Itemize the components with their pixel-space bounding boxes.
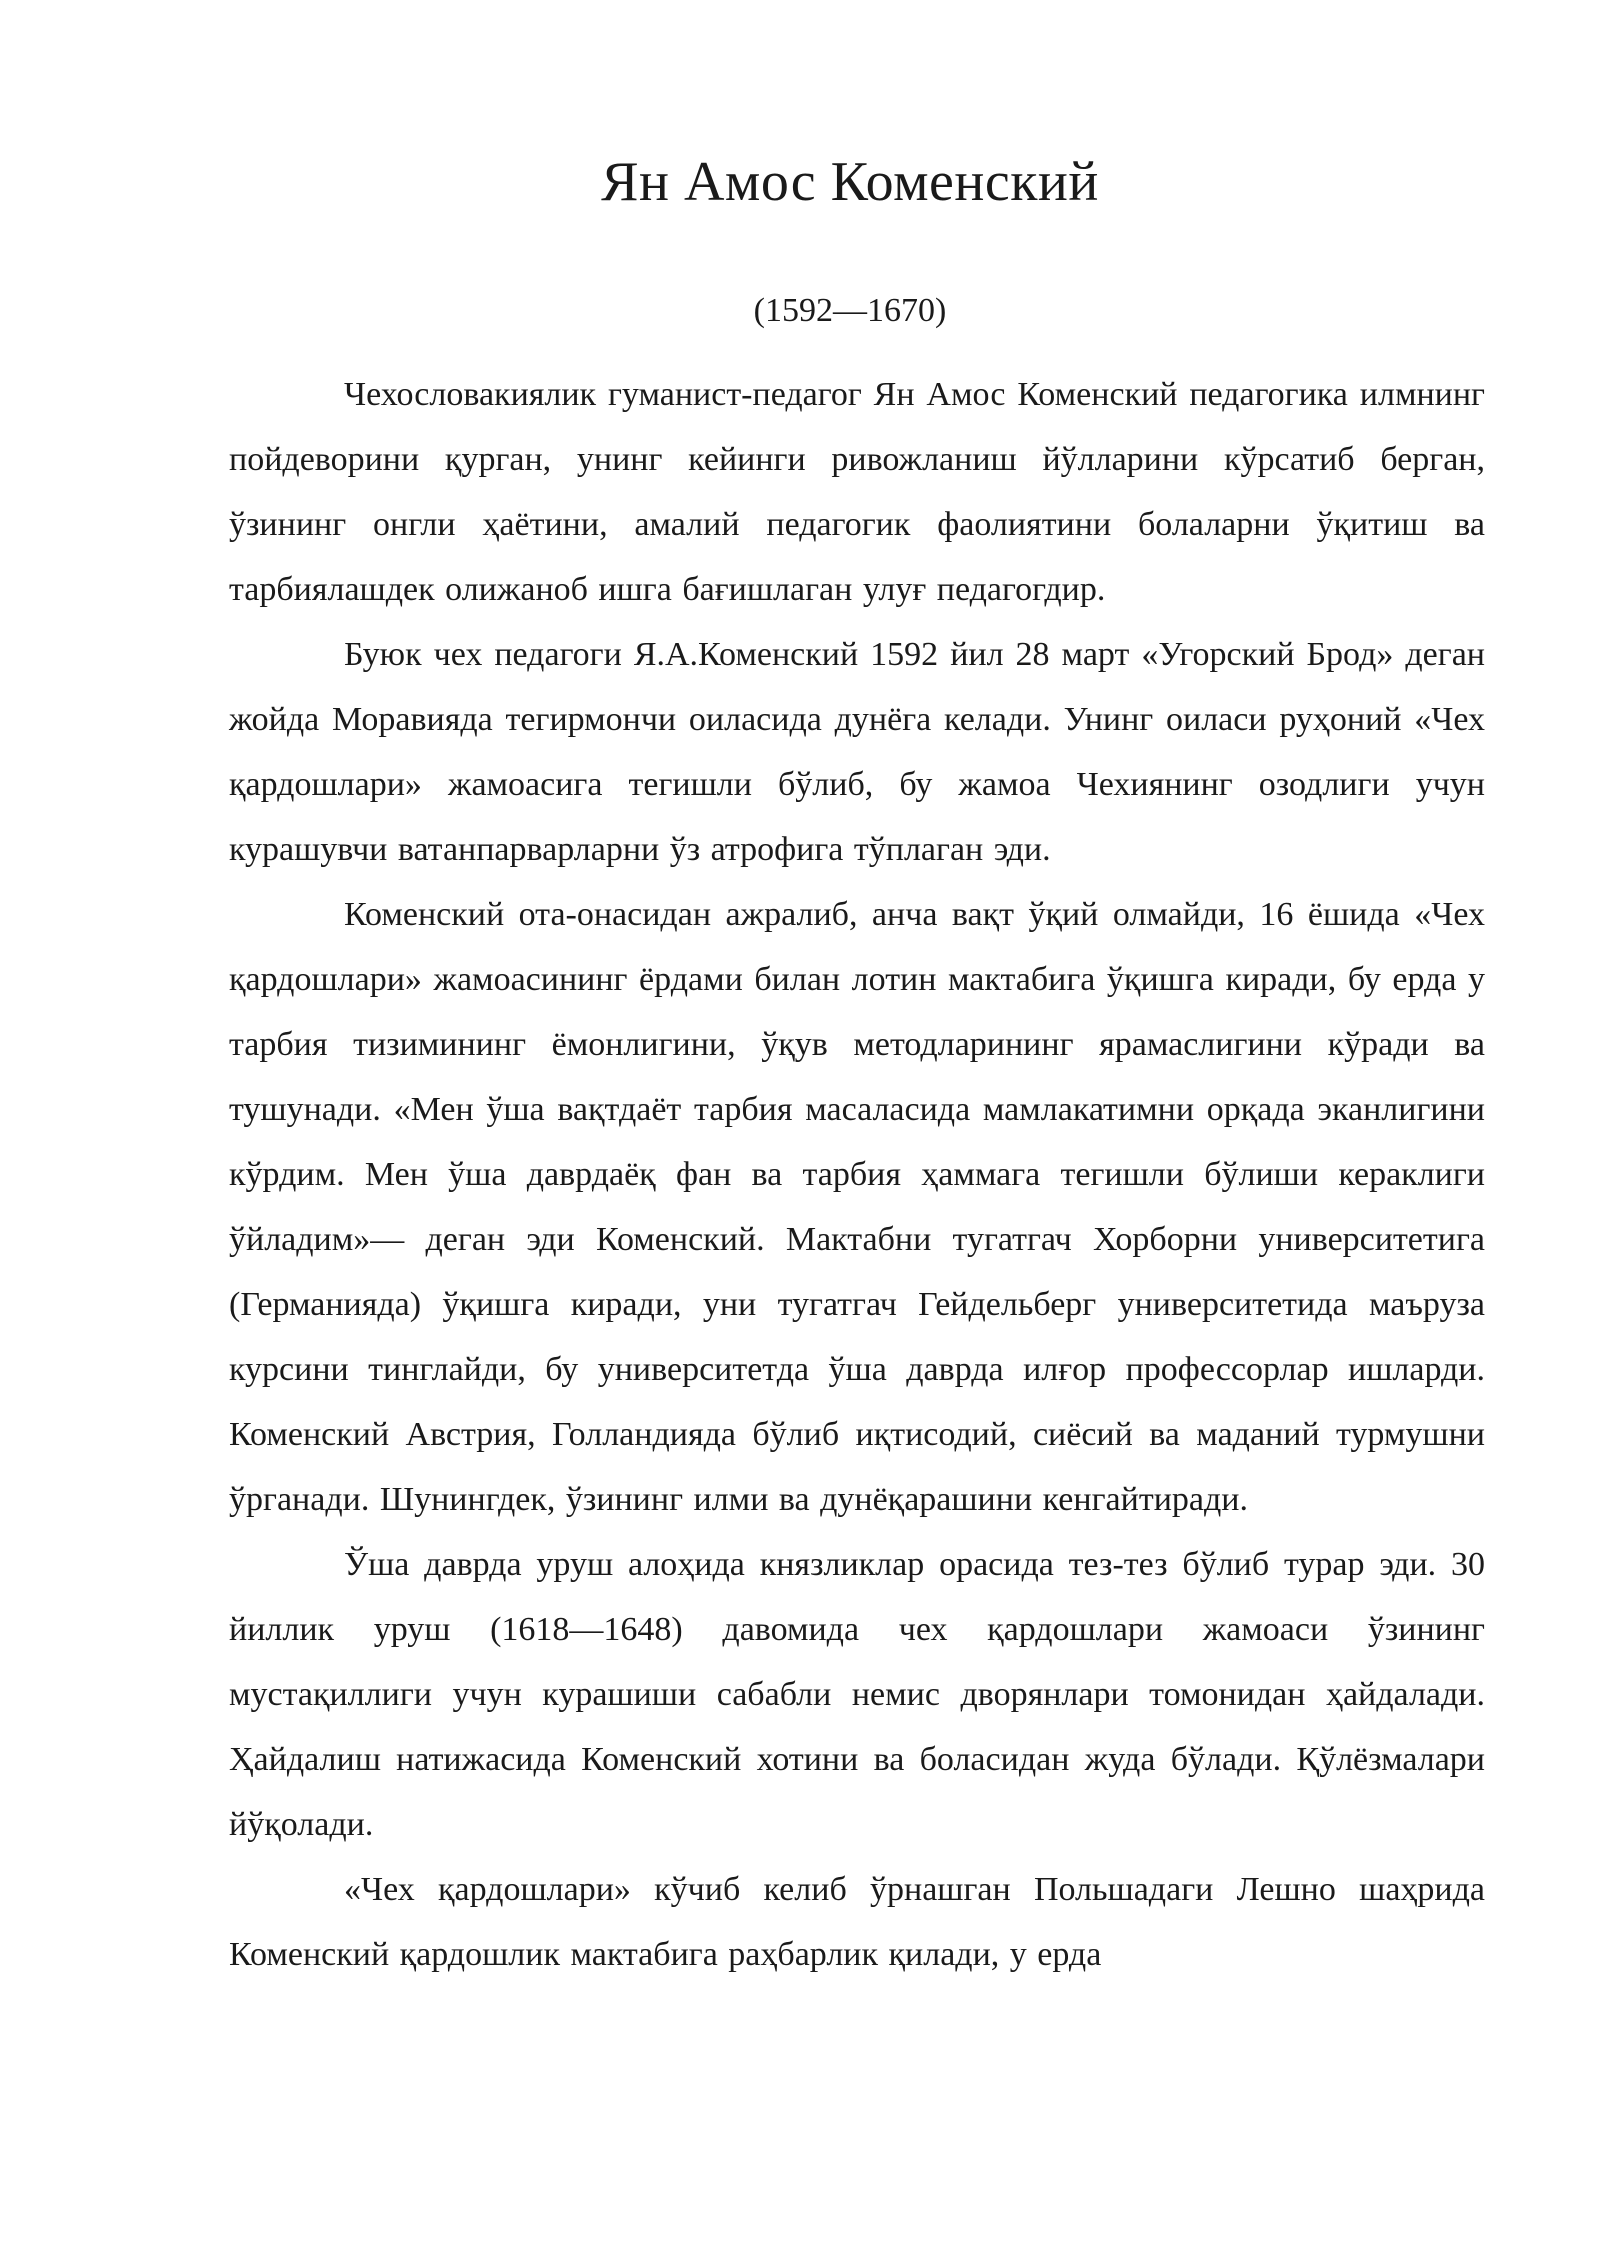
document-years: (1592—1670) [753, 292, 947, 329]
paragraph: Ўша даврда уруш алоҳида князликлар орасида тез-тез бўлиб турар эди. 30 йиллик уруш (1618—1648) давомида чех қардошлари жамоаси ўзининг мустақиллиги учун курашиши сабабли немис дворянлари томонидан ҳайдалади. Ҳайдалиш натижасида Коменский хотини ва боласидан жуда бўлади. Қўлёзмалари йўқолади. [229, 1546, 1485, 1843]
document-title: Ян Амос Коменский [601, 151, 1099, 213]
paragraph: Буюк чех педагоги Я.А.Коменский 1592 йил 28 март «Угорский Брод» деган жойда Моравияда тегирмончи оиласида дунёга келади. Унинг оиласи руҳоний «Чех қардошлари» жамоасига тегишли бўлиб, бу жамоа Чехиянинг озодлиги учун курашувчи ватанпарварларни ўз атрофига тўплаган эди. [229, 636, 1485, 868]
paragraph: Коменский ота-онасидан ажралиб, анча вақт ўқий олмайди, 16 ёшида «Чех қардошлари» жамоасининг ёрдами билан лотин мактабига ўқишга киради, бу ерда у тарбия тизимининг ёмонлигини, ўқув методларининг ярамаслигини кўради ва тушунади. «Мен ўша вақтдаёт тарбия масаласида мамлакатимни орқада эканлигини кўрдим. Мен ўша даврдаёқ фан ва тарбия ҳаммага тегишли бўлиши кераклиги ўйладим»— деган эди Коменский. Мактабни тугатгач Хорборни университетига (Германияда) ўқишга киради, уни тугатгач Гейдельберг университетида маъруза курсини тинглайди, бу университетда ўша даврда илғор профессорлар ишларди. Коменский Австрия, Голландияда бўлиб иқтисодий, сиёсий ва маданий турмушни ўрганади. Шунингдек, ўзининг илми ва дунёқарашини кенгайтиради. [229, 896, 1485, 1518]
paragraph: Чехословакиялик гуманист-педагог Ян Амос Коменский педагогика илмнинг пойдеворини қурган, унинг кейинги ривожланиш йўлларини кўрсатиб берган, ўзининг онгли ҳаётини, амалий педагогик фаолиятини болаларни ўқитиш ва тарбиялашдек олижаноб ишга бағишлаган улуғ педагогдир. [229, 376, 1485, 608]
document-body [229, 362, 1485, 1987]
paragraph: «Чех қардошлари» кўчиб келиб ўрнашган Польшадаги Лешно шаҳрида Коменский қардошлик мактабига раҳбарлик қилади, у ерда [229, 1871, 1485, 1973]
